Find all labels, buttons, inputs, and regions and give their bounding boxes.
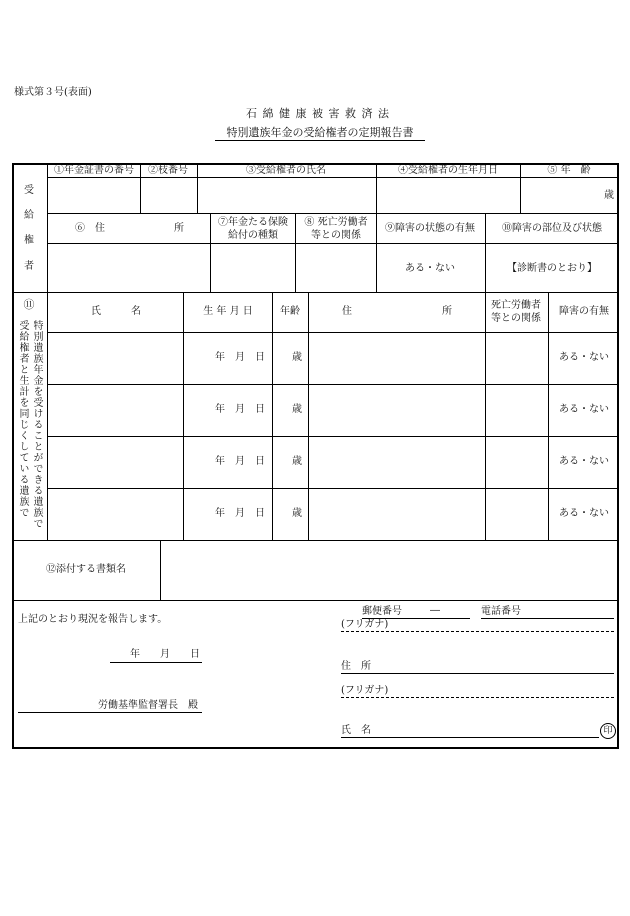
date-underline (110, 662, 202, 663)
phone-label: 電話番号 (481, 606, 521, 617)
rule (197, 163, 198, 213)
rule (210, 213, 211, 292)
rule (272, 292, 273, 540)
recipient-label-2: 給 (24, 210, 34, 221)
header-birthdate: ④受給権者の生年月日 (398, 165, 498, 176)
office-addressee: 労働基準監督署長 殿 (98, 700, 198, 711)
rule (485, 213, 486, 292)
seal-circle: 印 (600, 723, 616, 739)
form-frame (12, 163, 619, 749)
furigana-label: (フリガナ) (341, 619, 389, 630)
disability-value[interactable]: ある・ない (405, 263, 455, 274)
header-benefit-type-b: 給付の種類 (228, 230, 278, 241)
address-underline (341, 673, 614, 674)
family-number: ⑪ (23, 298, 35, 311)
header-address-b: 所 (174, 223, 184, 234)
rule (485, 292, 486, 540)
rule (183, 292, 184, 540)
form-number: 様式第３号(表面) (14, 87, 92, 98)
header-disability-detail: ⑩障害の部位及び状態 (502, 223, 602, 234)
rule (47, 177, 619, 178)
col-address-b: 所 (442, 306, 452, 317)
row-date: 年 月 日 (215, 508, 265, 519)
recipient-label-4: 者 (24, 261, 34, 272)
header-benefit-type-a: ⑦年金たる保険 (218, 217, 288, 228)
header-disability: ⑨障害の状態の有無 (385, 223, 475, 234)
furigana-dashed-line (341, 631, 614, 632)
declaration-date: 年 月 日 (130, 649, 200, 660)
rule (12, 292, 619, 293)
name-label: 氏 名 (341, 725, 371, 736)
rule (295, 213, 296, 292)
rule (47, 243, 619, 244)
rule (520, 163, 521, 213)
phone-underline (481, 618, 614, 619)
family-vertical-line2: 受給権者と生計を同じくしている遺族で (17, 320, 28, 518)
col-disability: 障害の有無 (559, 306, 609, 317)
row-age-unit: 歳 (292, 456, 302, 467)
row-date: 年 月 日 (215, 404, 265, 415)
furigana-label-2: (フリガナ) (341, 685, 389, 696)
rule (47, 163, 48, 540)
law-title: 石 綿 健 康 被 害 救 済 法 (246, 107, 390, 120)
report-title: 特別遺族年金の受給権者の定期報告書 (226, 126, 414, 139)
report-title-underline (215, 140, 425, 141)
row-disability[interactable]: ある・ない (559, 456, 609, 467)
col-name: 氏 名 (91, 306, 141, 317)
name-underline (341, 737, 599, 738)
rule (160, 540, 161, 600)
header-certificate-number: ①年金証書の番号 (54, 165, 134, 176)
address-label: 住 所 (341, 661, 371, 672)
col-age: 年齢 (280, 306, 300, 317)
col-address-a: 住 (342, 306, 352, 317)
rule (12, 540, 619, 541)
header-branch-number: ②枝番号 (148, 165, 188, 176)
col-relation-a: 死亡労働者 (491, 300, 541, 311)
furigana-dashed-line-2 (341, 697, 614, 698)
recipient-label-1: 受 (24, 185, 34, 196)
col-birthdate: 生 年 月 日 (203, 306, 253, 317)
postal-label: 郵便番号 (362, 606, 402, 617)
rule (308, 292, 309, 540)
family-vertical-line1: 特別遺族年金を受けることができる遺族で (31, 320, 42, 529)
rule (47, 488, 619, 489)
header-relation-a: ⑧ 死亡労働者 (304, 217, 368, 228)
rule (47, 384, 619, 385)
office-underline (18, 712, 202, 713)
row-age-unit: 歳 (292, 508, 302, 519)
row-age-unit: 歳 (292, 352, 302, 363)
header-relation-b: 等との関係 (311, 230, 361, 241)
header-address-a: ⑥ 住 (75, 223, 105, 234)
rule (47, 213, 619, 214)
row-age-unit: 歳 (292, 404, 302, 415)
declaration-text: 上記のとおり現況を報告します。 (18, 614, 168, 625)
col-relation-b: 等との関係 (491, 313, 541, 324)
rule (47, 436, 619, 437)
rule (376, 163, 377, 292)
attachments-label: ⑫添付する書類名 (46, 564, 126, 575)
row-disability[interactable]: ある・ない (559, 508, 609, 519)
rule (47, 332, 619, 333)
header-age: ⑤ 年 齢 (547, 165, 591, 176)
row-date: 年 月 日 (215, 352, 265, 363)
row-disability[interactable]: ある・ない (559, 352, 609, 363)
age-unit: 歳 (604, 190, 614, 201)
diagnosis-value: 【診断書のとおり】 (507, 263, 597, 274)
recipient-label-3: 権 (24, 235, 34, 246)
postal-dash: ― (430, 605, 440, 616)
rule (12, 600, 619, 601)
row-date: 年 月 日 (215, 456, 265, 467)
rule (140, 163, 141, 213)
row-disability[interactable]: ある・ない (559, 404, 609, 415)
header-recipient-name: ③受給権者の氏名 (246, 165, 326, 176)
rule (548, 292, 549, 540)
